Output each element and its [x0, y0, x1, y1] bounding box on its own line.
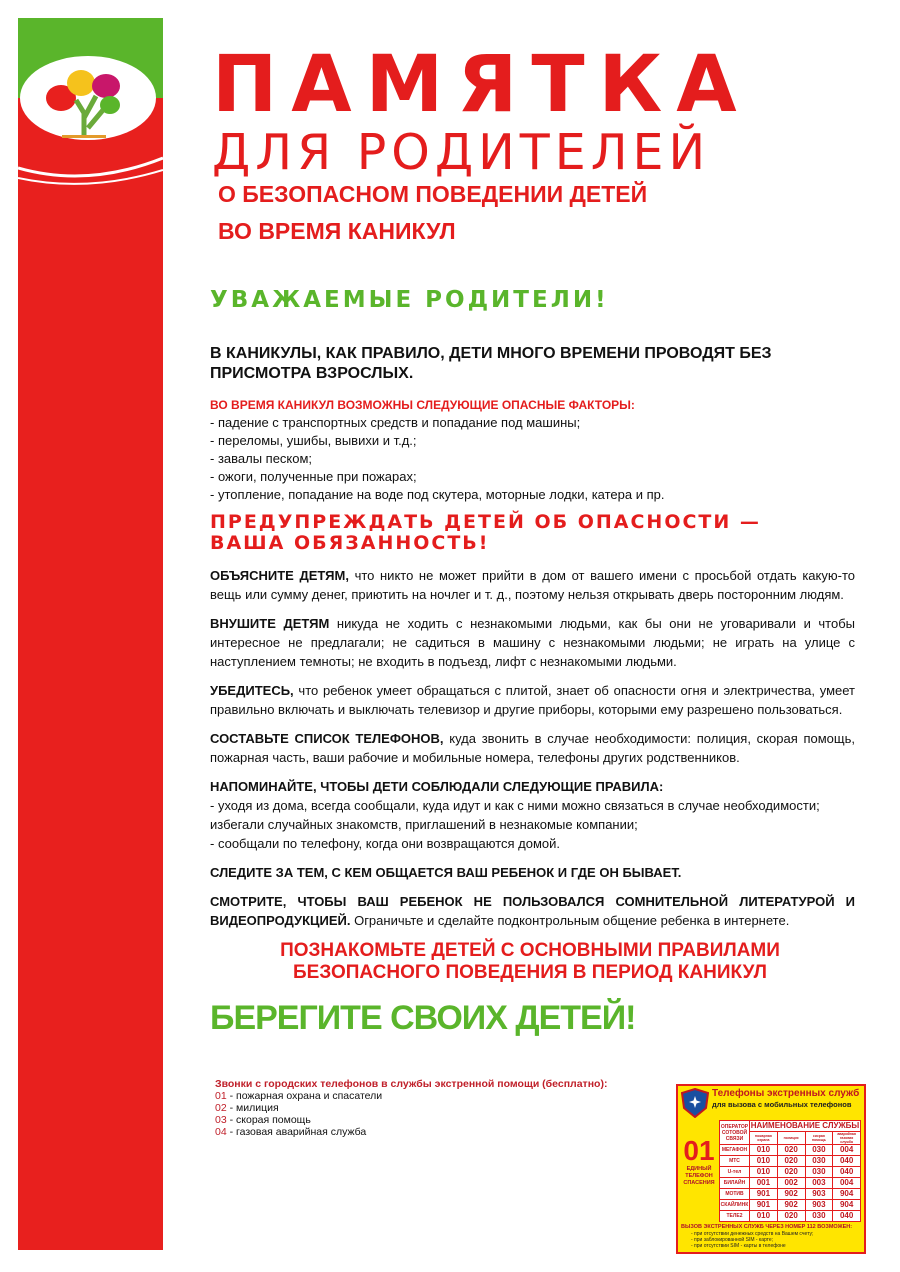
number-cell: 030: [805, 1167, 833, 1178]
number-cell: 040: [833, 1156, 861, 1167]
rules-heading: НАПОМИНАЙТЕ, ЧТОБЫ ДЕТИ СОБЛЮДАЛИ СЛЕДУЮЩИЕ ПРАВИЛА:: [210, 779, 664, 794]
number-cell: 903: [805, 1189, 833, 1200]
logo: [18, 18, 163, 198]
number-cell: 002: [777, 1178, 805, 1189]
number-cell: 020: [777, 1145, 805, 1156]
number-cell: 020: [777, 1211, 805, 1222]
number-cell: 903: [805, 1200, 833, 1211]
list-item: [215, 1126, 660, 1138]
paragraph-lead: ВНУШИТЕ ДЕТЯМ: [210, 616, 330, 631]
number-cell: 001: [750, 1178, 778, 1189]
list-item: - переломы, ушибы, вывихи и т.д.;: [210, 433, 417, 448]
table-row: [720, 1200, 861, 1211]
paragraph-lead: СОСТАВЬТЕ СПИСОК ТЕЛЕФОНОВ,: [210, 731, 444, 746]
panel-header: [681, 1088, 861, 1118]
number-cell: 004: [833, 1178, 861, 1189]
number-cell: 020: [777, 1156, 805, 1167]
paragraph-text: что никто не может прийти в дом от вашего имени с просьбой отдать какую-то вещь или сумму денег, приютить на ночлег и т. д., поэтому нельзя открывать дверь посторонним людям.: [210, 568, 855, 602]
number-cell: 030: [805, 1211, 833, 1222]
list-item: - уходя из дома, всегда сообщали, куда идут и как с ними можно связаться в случае необходимости;: [210, 798, 820, 813]
panel-title: Телефоны экстренных служб: [712, 1088, 860, 1099]
panel-body: [681, 1120, 861, 1222]
paragraph-text: Ограничьте и сделайте подконтрольным общение ребенка в интернете.: [350, 913, 790, 928]
paragraph: [210, 729, 855, 767]
number-cell: 901: [750, 1200, 778, 1211]
cta-heading: [210, 940, 850, 984]
list-item: - ожоги, полученные при пожарах;: [210, 469, 417, 484]
paragraph: [210, 681, 855, 719]
call-number: 01: [215, 1090, 227, 1102]
list-item: - завалы песком;: [210, 451, 313, 466]
paragraph-lead: ОБЪЯСНИТЕ ДЕТЯМ,: [210, 568, 349, 583]
subtitle-line2: ВО ВРЕМЯ КАНИКУЛ: [218, 218, 456, 244]
table-row: [720, 1211, 861, 1222]
table-row: [720, 1189, 861, 1200]
paragraph-lead: УБЕДИТЕСЬ,: [210, 683, 294, 698]
warning-line1: ПРЕДУПРЕЖДАТЬ ДЕТЕЙ ОБ ОПАСНОСТИ —: [210, 511, 761, 533]
watch-text: СЛЕДИТЕ ЗА ТЕМ, С КЕМ ОБЩАЕТСЯ ВАШ РЕБЕНОК И ГДЕ ОН БЫВАЕТ.: [210, 865, 682, 880]
paragraph-text: никуда не ходить с незнакомыми людьми, как бы они не уговаривали и чтобы интересное не предлагали; не садиться в машину с незнакомыми людьми; не играть на улице с наступлением темноты; не входить в подъезд, лифт с незнакомыми людьми.: [210, 616, 855, 669]
table-row: [720, 1167, 861, 1178]
call-number: 04: [215, 1126, 227, 1138]
table-header: ОПЕРАТОР СОТОВОЙ СВЯЗИ: [720, 1121, 750, 1145]
emergency-phones-panel: [676, 1084, 866, 1254]
number-cell: 010: [750, 1145, 778, 1156]
operator-cell: СКАЙЛИНК: [720, 1200, 750, 1211]
emergency-emblem-icon: [681, 1088, 709, 1118]
number-cell: 010: [750, 1211, 778, 1222]
panel-subtitle: для вызова с мобильных телефонов: [712, 1100, 852, 1109]
number-cell: 902: [777, 1200, 805, 1211]
number-cell: 010: [750, 1156, 778, 1167]
panel-notes: [681, 1231, 861, 1249]
factors-heading: ВО ВРЕМЯ КАНИКУЛ ВОЗМОЖНЫ СЛЕДУЮЩИЕ ОПАСНЫЕ ФАКТОРЫ:: [210, 398, 635, 412]
panel-left: [681, 1120, 717, 1187]
number-cell: 904: [833, 1189, 861, 1200]
rules-block: [210, 777, 855, 853]
call-label: - пожарная охрана и спасатели: [226, 1090, 383, 1102]
city-calls-heading: Звонки с городских телефонов в службы экстренной помощи (бесплатно):: [215, 1078, 608, 1090]
paragraph-text: что ребенок умеет обращаться с плитой, знает об опасности огня и электричества, умеет правильно включать и выключать телевизор и другие приборы, которыми ему разрешено пользоваться.: [210, 683, 855, 717]
number-cell: 004: [833, 1145, 861, 1156]
call-label: - скорая помощь: [226, 1114, 311, 1126]
number-cell: 010: [750, 1167, 778, 1178]
city-calls: [210, 1078, 660, 1138]
panel-note: ВЫЗОВ ЭКСТРЕННЫХ СЛУЖБ ЧЕРЕЗ НОМЕР 112 ВОЗМОЖЕН:: [681, 1224, 853, 1230]
column-header: пожарная охрана: [750, 1132, 778, 1145]
subtitle-line1: О БЕЗОПАСНОМ ПОВЕДЕНИИ ДЕТЕЙ: [218, 181, 648, 207]
column-header: полиция: [777, 1132, 805, 1145]
list-item: - падение с транспортных средств и попадание под машины;: [210, 415, 581, 430]
number-cell: 902: [777, 1189, 805, 1200]
operator-cell: МОТИВ: [720, 1189, 750, 1200]
call-number: 02: [215, 1102, 227, 1114]
operator-cell: ТЕЛЕ2: [720, 1211, 750, 1222]
cta-line1: ПОЗНАКОМЬТЕ ДЕТЕЙ С ОСНОВНЫМИ ПРАВИЛАМИ: [280, 940, 780, 961]
big-number-label: ЕДИНЫЙ ТЕЛЕФОН СПАСЕНИЯ: [683, 1166, 715, 1186]
number-cell: 040: [833, 1211, 861, 1222]
call-label: - газовая аварийная служба: [226, 1126, 367, 1138]
paragraph-lead: СМОТРИТЕ, ЧТОБЫ ВАШ РЕБЕНОК НЕ ПОЛЬЗОВАЛСЯ СОМНИТЕЛЬНОЙ ЛИТЕРАТУРОЙ И ВИДЕОПРОДУКЦИЕЙ.: [210, 894, 855, 928]
note-item: - при заблокированной SIM - карте;: [691, 1237, 774, 1243]
list-item: [215, 1102, 660, 1114]
operator-cell: U-тел: [720, 1167, 750, 1178]
paragraph-text: куда звонить в случае необходимости: полиция, скорая помощь, пожарная часть, ваши рабочие и мобильные номера, телефоны других родственников.: [210, 731, 855, 765]
list-item: избегали случайных знакомств, приглашений в незнакомые компании;: [210, 817, 638, 832]
number-cell: 904: [833, 1200, 861, 1211]
lead-text: В КАНИКУЛЫ, КАК ПРАВИЛО, ДЕТИ МНОГО ВРЕМЕНИ ПРОВОДЯТ БЕЗ ПРИСМОТРА ВЗРОСЛЫХ.: [210, 345, 772, 382]
list-item: - утопление, попадание на воде под скутера, моторные лодки, катера и пр.: [210, 487, 665, 502]
table-row: [720, 1178, 861, 1189]
number-cell: 030: [805, 1156, 833, 1167]
care-slogan: БЕРЕГИТЕ СВОИХ ДЕТЕЙ!: [210, 999, 636, 1037]
big-number: 01: [683, 1135, 715, 1166]
greeting: УВАЖАЕМЫЕ РОДИТЕЛИ!: [210, 287, 609, 313]
table-row: [720, 1145, 861, 1156]
phones-table: [719, 1120, 861, 1222]
table-row: [720, 1156, 861, 1167]
operator-cell: МТС: [720, 1156, 750, 1167]
list-item: - сообщали по телефону, когда они возвращаются домой.: [210, 836, 561, 851]
media-paragraph: [210, 892, 855, 930]
cta-line2: БЕЗОПАСНОГО ПОВЕДЕНИЯ В ПЕРИОД КАНИКУЛ: [292, 962, 767, 983]
operator-cell: МЕГАФОН: [720, 1145, 750, 1156]
main-column: [210, 286, 855, 1138]
note-item: - при отсутствии денежных средств на Вашем счету;: [691, 1231, 814, 1237]
warning-line2: ВАША ОБЯЗАННОСТЬ!: [210, 532, 490, 554]
factors-block: [210, 396, 855, 504]
list-item: [215, 1090, 660, 1102]
number-cell: 040: [833, 1167, 861, 1178]
number-cell: 020: [777, 1167, 805, 1178]
list-item: [215, 1114, 660, 1126]
number-cell: 030: [805, 1145, 833, 1156]
number-cell: 003: [805, 1178, 833, 1189]
column-header: скорая помощь: [805, 1132, 833, 1145]
number-cell: 901: [750, 1189, 778, 1200]
warning-heading: [210, 512, 855, 554]
title-line2: ДЛЯ РОДИТЕЛЕЙ: [212, 124, 711, 181]
paragraph: [210, 566, 855, 604]
operator-cell: БИЛАЙН: [720, 1178, 750, 1189]
note-item: - при отсутствии SIM - карты в телефоне: [691, 1243, 786, 1249]
table-header: НАИМЕНОВАНИЕ СЛУЖБЫ: [750, 1121, 860, 1130]
call-label: - милиция: [226, 1102, 279, 1114]
red-side-strip: [18, 18, 163, 1250]
title-line1: ПАМЯТКА: [212, 40, 751, 130]
column-header: аварийная газовая служба: [833, 1132, 861, 1145]
paragraph: [210, 614, 855, 671]
call-number: 03: [215, 1114, 227, 1126]
